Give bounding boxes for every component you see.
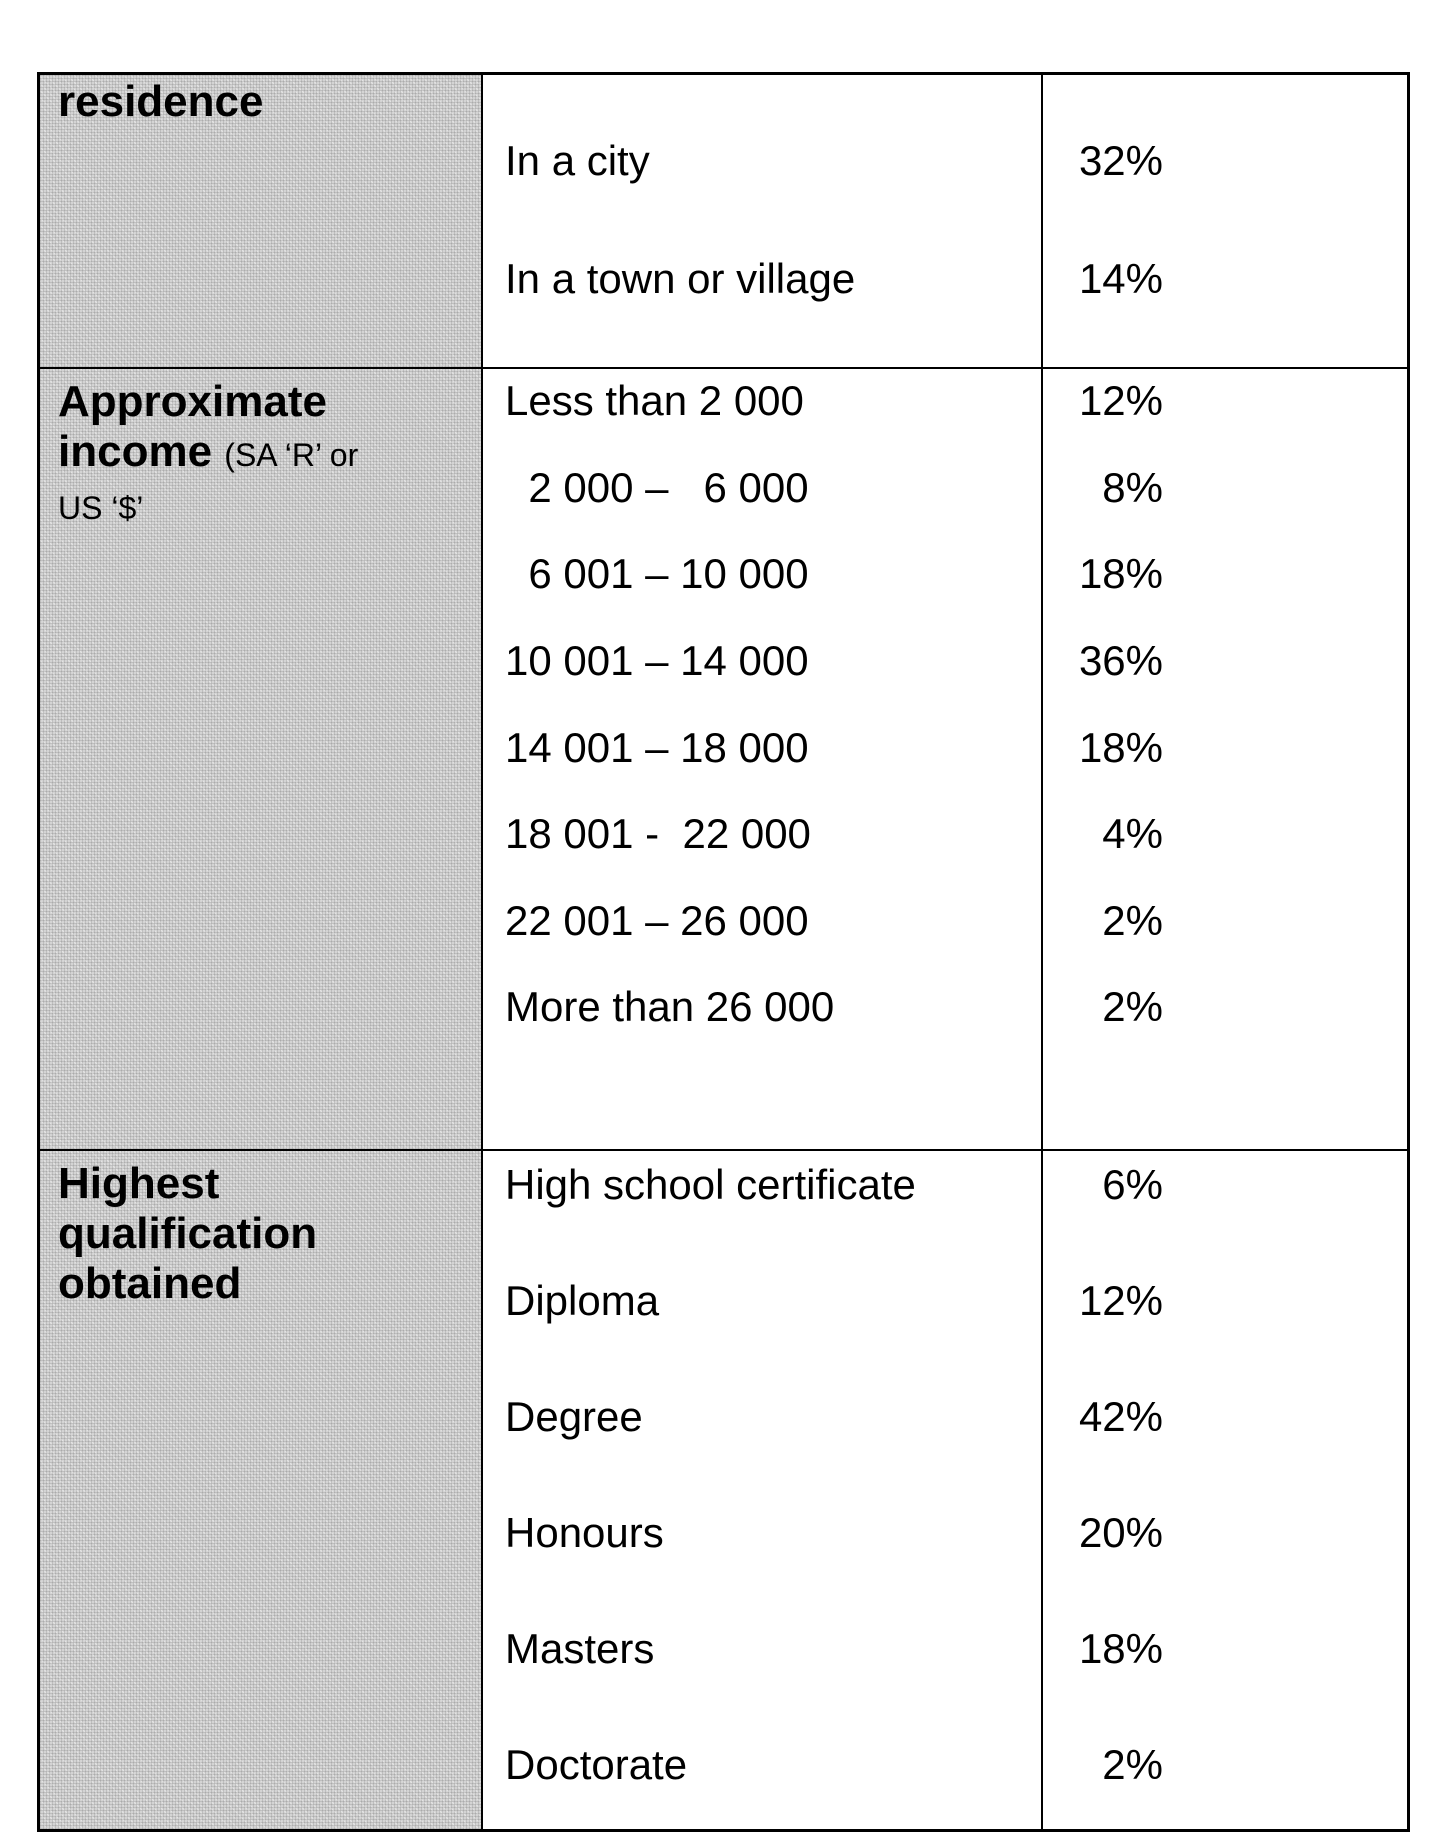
percent-value: 12%	[1078, 377, 1163, 424]
category-cell	[40, 369, 483, 1149]
option-label: Degree	[505, 1393, 643, 1440]
option-label: High school certificate	[505, 1161, 916, 1208]
percent-value: 18%	[1078, 550, 1163, 597]
percent-value: 32%	[1078, 137, 1163, 184]
percent-value: 2%	[1102, 897, 1163, 944]
option-label: In a town or village	[505, 255, 856, 302]
option-label: In a city	[505, 137, 650, 184]
percent-cell	[1043, 75, 1407, 367]
options-cell	[483, 1151, 1043, 1829]
option-label: 22 001 – 26 000	[505, 897, 809, 944]
percent-value: 12%	[1078, 1277, 1163, 1324]
options-cell	[483, 369, 1043, 1149]
category-note: (SA ‘R’ or US ‘$’	[58, 437, 359, 526]
option-label: 14 001 – 18 000	[505, 724, 809, 771]
category-label-text: Approximate income	[58, 377, 327, 476]
category-label	[58, 377, 388, 533]
percent-value: 6%	[1102, 1161, 1163, 1208]
option-label: 10 001 – 14 000	[505, 637, 809, 684]
percent-value: 2%	[1102, 1741, 1163, 1788]
percent-value: 8%	[1102, 464, 1163, 511]
section-residence	[40, 75, 1407, 369]
percent-value: 42%	[1078, 1393, 1163, 1440]
percent-value: 18%	[1078, 724, 1163, 771]
option-label: 6 001 – 10 000	[505, 550, 809, 597]
option-label: 2 000 – 6 000	[505, 464, 809, 511]
option-label: Less than 2 000	[505, 377, 804, 424]
percent-value: 20%	[1078, 1509, 1163, 1556]
percent-cell	[1043, 1151, 1407, 1829]
section-income	[40, 369, 1407, 1151]
option-label: Diploma	[505, 1277, 660, 1324]
percent-value: 18%	[1078, 1625, 1163, 1672]
category-cell	[40, 75, 483, 367]
percent-value: 14%	[1078, 255, 1163, 302]
percent-cell	[1043, 369, 1407, 1149]
percent-value: 4%	[1102, 810, 1163, 857]
percent-value: 2%	[1102, 983, 1163, 1030]
option-label: More than 26 000	[505, 983, 835, 1030]
percent-value: 36%	[1078, 637, 1163, 684]
category-cell	[40, 1151, 483, 1829]
category-label: Highest qualification obtained	[58, 1159, 318, 1308]
option-label: Honours	[505, 1509, 664, 1556]
options-cell	[483, 75, 1043, 367]
category-label: residence	[58, 77, 264, 126]
option-label: 18 001 - 22 000	[505, 810, 811, 857]
option-label: Doctorate	[505, 1741, 688, 1788]
option-label: Masters	[505, 1625, 655, 1672]
demographics-table	[37, 72, 1410, 1832]
section-qualification	[40, 1151, 1407, 1829]
